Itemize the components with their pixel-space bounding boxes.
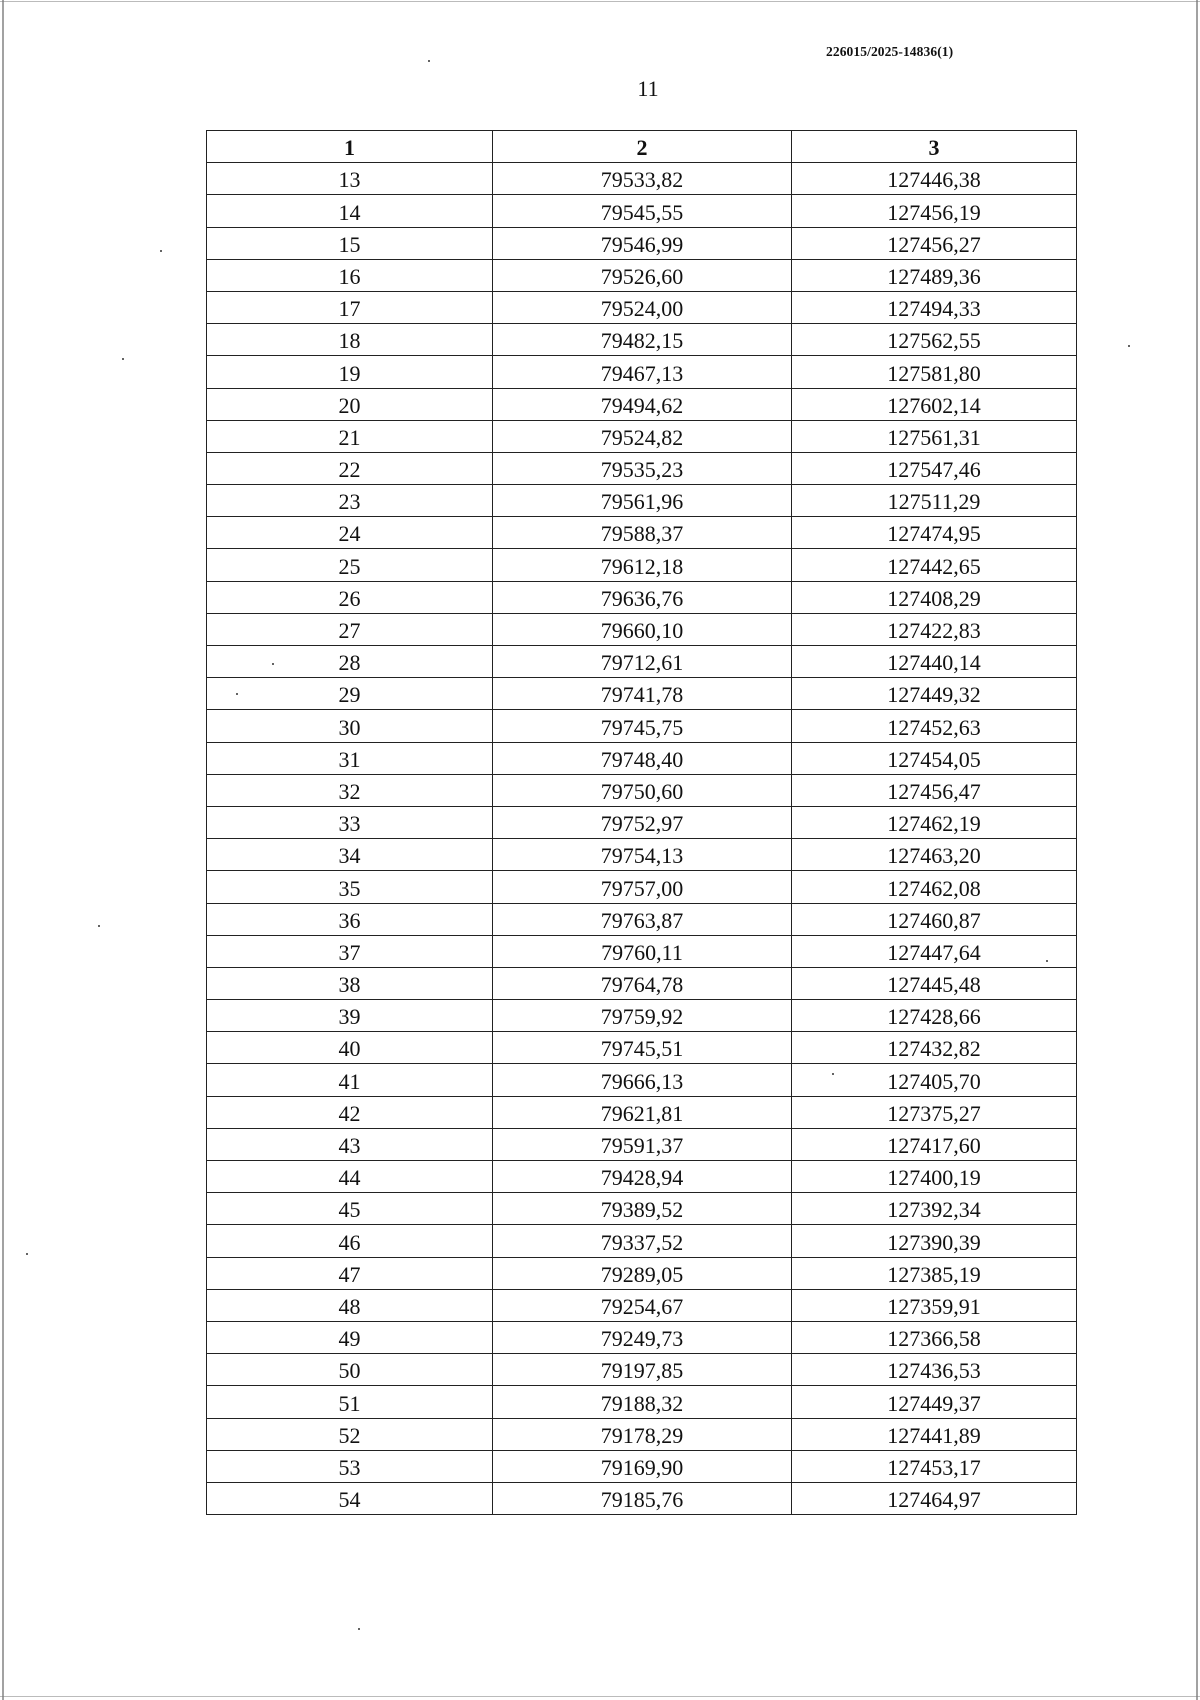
table-row xyxy=(207,646,1077,678)
table-cell-col-3: 127463,20 xyxy=(792,839,1077,871)
table-row xyxy=(207,613,1077,645)
table-row xyxy=(207,1225,1077,1257)
table-row xyxy=(207,227,1077,259)
table-cell-col-2: 79535,23 xyxy=(493,452,792,484)
table-cell-col-1: 36 xyxy=(207,903,493,935)
table-row xyxy=(207,1193,1077,1225)
table-row xyxy=(207,356,1077,388)
table-cell-col-2: 79428,94 xyxy=(493,1161,792,1193)
table-cell-col-1: 24 xyxy=(207,517,493,549)
table-cell-col-3: 127494,33 xyxy=(792,291,1077,323)
scan-edge-left xyxy=(2,0,4,1700)
table-row xyxy=(207,581,1077,613)
table-row xyxy=(207,1321,1077,1353)
table-cell-col-3: 127440,14 xyxy=(792,646,1077,678)
table-row xyxy=(207,388,1077,420)
table-row xyxy=(207,452,1077,484)
table-row xyxy=(207,806,1077,838)
table-row xyxy=(207,1096,1077,1128)
table-cell-col-3: 127511,29 xyxy=(792,485,1077,517)
table-row xyxy=(207,517,1077,549)
table-row xyxy=(207,195,1077,227)
table-row xyxy=(207,1032,1077,1064)
scan-speck xyxy=(832,1073,834,1075)
table-cell-col-3: 127474,95 xyxy=(792,517,1077,549)
table-cell-col-1: 21 xyxy=(207,420,493,452)
table-row xyxy=(207,1450,1077,1482)
table-cell-col-1: 44 xyxy=(207,1161,493,1193)
table-cell-col-2: 79185,76 xyxy=(493,1482,792,1514)
table-cell-col-1: 20 xyxy=(207,388,493,420)
table-cell-col-3: 127462,08 xyxy=(792,871,1077,903)
table-cell-col-2: 79337,52 xyxy=(493,1225,792,1257)
table-cell-col-2: 79482,15 xyxy=(493,324,792,356)
table-cell-col-3: 127562,55 xyxy=(792,324,1077,356)
table-row xyxy=(207,710,1077,742)
table-cell-col-3: 127400,19 xyxy=(792,1161,1077,1193)
table-cell-col-2: 79760,11 xyxy=(493,935,792,967)
table-row xyxy=(207,324,1077,356)
table-cell-col-2: 79289,05 xyxy=(493,1257,792,1289)
table-cell-col-2: 79612,18 xyxy=(493,549,792,581)
table-row xyxy=(207,1128,1077,1160)
table-body xyxy=(207,163,1077,1515)
table-cell-col-2: 79546,99 xyxy=(493,227,792,259)
table-cell-col-3: 127428,66 xyxy=(792,1000,1077,1032)
table-cell-col-1: 42 xyxy=(207,1096,493,1128)
table-row xyxy=(207,420,1077,452)
table-row xyxy=(207,1418,1077,1450)
table-cell-col-2: 79254,67 xyxy=(493,1289,792,1321)
table-cell-col-2: 79249,73 xyxy=(493,1321,792,1353)
table-cell-col-1: 22 xyxy=(207,452,493,484)
table-cell-col-3: 127366,58 xyxy=(792,1321,1077,1353)
table-cell-col-3: 127456,47 xyxy=(792,774,1077,806)
scan-speck xyxy=(98,925,100,927)
table-row xyxy=(207,839,1077,871)
table-cell-col-1: 13 xyxy=(207,163,493,195)
table-cell-col-1: 27 xyxy=(207,613,493,645)
table-cell-col-2: 79526,60 xyxy=(493,259,792,291)
table-cell-col-2: 79588,37 xyxy=(493,517,792,549)
table-row xyxy=(207,742,1077,774)
table-cell-col-1: 46 xyxy=(207,1225,493,1257)
table-row xyxy=(207,259,1077,291)
table-cell-col-1: 23 xyxy=(207,485,493,517)
table-cell-col-1: 14 xyxy=(207,195,493,227)
table-row xyxy=(207,1354,1077,1386)
table-cell-col-3: 127449,37 xyxy=(792,1386,1077,1418)
table-cell-col-2: 79757,00 xyxy=(493,871,792,903)
table-cell-col-2: 79467,13 xyxy=(493,356,792,388)
table-cell-col-2: 79389,52 xyxy=(493,1193,792,1225)
table-cell-col-1: 43 xyxy=(207,1128,493,1160)
table-cell-col-1: 52 xyxy=(207,1418,493,1450)
table-cell-col-3: 127359,91 xyxy=(792,1289,1077,1321)
table-cell-col-1: 50 xyxy=(207,1354,493,1386)
table-row xyxy=(207,163,1077,195)
table-cell-col-3: 127561,31 xyxy=(792,420,1077,452)
table-cell-col-3: 127385,19 xyxy=(792,1257,1077,1289)
table-cell-col-3: 127449,32 xyxy=(792,678,1077,710)
table-cell-col-1: 47 xyxy=(207,1257,493,1289)
table-cell-col-3: 127447,64 xyxy=(792,935,1077,967)
table-cell-col-3: 127452,63 xyxy=(792,710,1077,742)
scan-speck xyxy=(1128,345,1130,347)
table-cell-col-1: 33 xyxy=(207,806,493,838)
scan-edge-bottom xyxy=(0,1696,1200,1697)
scan-speck xyxy=(160,250,162,252)
table-cell-col-2: 79197,85 xyxy=(493,1354,792,1386)
table-cell-col-2: 79752,97 xyxy=(493,806,792,838)
table-row xyxy=(207,903,1077,935)
table-cell-col-3: 127445,48 xyxy=(792,967,1077,999)
table-cell-col-3: 127408,29 xyxy=(792,581,1077,613)
table-cell-col-3: 127602,14 xyxy=(792,388,1077,420)
table-row xyxy=(207,549,1077,581)
table-cell-col-3: 127390,39 xyxy=(792,1225,1077,1257)
table-cell-col-1: 31 xyxy=(207,742,493,774)
table-cell-col-1: 53 xyxy=(207,1450,493,1482)
table-cell-col-1: 25 xyxy=(207,549,493,581)
column-header-1: 1 xyxy=(207,131,493,163)
table-cell-col-3: 127453,17 xyxy=(792,1450,1077,1482)
table-cell-col-3: 127462,19 xyxy=(792,806,1077,838)
page-number: 11 xyxy=(637,76,659,101)
table-row xyxy=(207,1257,1077,1289)
table-cell-col-3: 127547,46 xyxy=(792,452,1077,484)
table-cell-col-2: 79741,78 xyxy=(493,678,792,710)
table-cell-col-3: 127417,60 xyxy=(792,1128,1077,1160)
table-row xyxy=(207,1386,1077,1418)
scan-speck xyxy=(358,1628,360,1630)
table-cell-col-3: 127432,82 xyxy=(792,1032,1077,1064)
scan-speck xyxy=(236,693,238,695)
table-cell-col-2: 79533,82 xyxy=(493,163,792,195)
table-cell-col-2: 79178,29 xyxy=(493,1418,792,1450)
table-cell-col-2: 79561,96 xyxy=(493,485,792,517)
table-cell-col-1: 18 xyxy=(207,324,493,356)
scan-edge-right xyxy=(1196,0,1198,1700)
table-cell-col-3: 127442,65 xyxy=(792,549,1077,581)
document-registration-number: 226015/2025-14836(1) xyxy=(826,44,954,59)
table-cell-col-2: 79763,87 xyxy=(493,903,792,935)
table-cell-col-1: 16 xyxy=(207,259,493,291)
scan-speck xyxy=(1046,960,1048,962)
table-cell-col-1: 54 xyxy=(207,1482,493,1514)
table-cell-col-2: 79750,60 xyxy=(493,774,792,806)
table-cell-col-3: 127375,27 xyxy=(792,1096,1077,1128)
table-row xyxy=(207,1289,1077,1321)
table-cell-col-3: 127405,70 xyxy=(792,1064,1077,1096)
table-cell-col-2: 79524,00 xyxy=(493,291,792,323)
table-row xyxy=(207,935,1077,967)
table-cell-col-2: 79759,92 xyxy=(493,1000,792,1032)
table-cell-col-3: 127456,27 xyxy=(792,227,1077,259)
table-cell-col-3: 127446,38 xyxy=(792,163,1077,195)
column-header-2: 2 xyxy=(493,131,792,163)
scan-speck xyxy=(26,1253,28,1255)
table-cell-col-2: 79745,75 xyxy=(493,710,792,742)
table-cell-col-1: 15 xyxy=(207,227,493,259)
table-cell-col-2: 79666,13 xyxy=(493,1064,792,1096)
table-row xyxy=(207,967,1077,999)
table-cell-col-3: 127489,36 xyxy=(792,259,1077,291)
table-cell-col-1: 51 xyxy=(207,1386,493,1418)
table-row xyxy=(207,1064,1077,1096)
table-cell-col-1: 34 xyxy=(207,839,493,871)
table-cell-col-1: 37 xyxy=(207,935,493,967)
table-cell-col-1: 26 xyxy=(207,581,493,613)
table-cell-col-1: 38 xyxy=(207,967,493,999)
table-cell-col-3: 127456,19 xyxy=(792,195,1077,227)
table-row xyxy=(207,774,1077,806)
scan-speck xyxy=(428,60,430,62)
table-cell-col-3: 127460,87 xyxy=(792,903,1077,935)
table-cell-col-2: 79494,62 xyxy=(493,388,792,420)
table-cell-col-2: 79188,32 xyxy=(493,1386,792,1418)
table-row xyxy=(207,871,1077,903)
table-row xyxy=(207,1161,1077,1193)
table-row xyxy=(207,291,1077,323)
table-cell-col-2: 79545,55 xyxy=(493,195,792,227)
table-cell-col-1: 35 xyxy=(207,871,493,903)
table-row xyxy=(207,1482,1077,1514)
table-cell-col-2: 79764,78 xyxy=(493,967,792,999)
column-header-3: 3 xyxy=(792,131,1077,163)
table-cell-col-3: 127422,83 xyxy=(792,613,1077,645)
scan-speck xyxy=(272,663,274,665)
table-cell-col-3: 127392,34 xyxy=(792,1193,1077,1225)
table-cell-col-1: 28 xyxy=(207,646,493,678)
scan-speck xyxy=(122,358,124,360)
table-cell-col-2: 79660,10 xyxy=(493,613,792,645)
table-cell-col-3: 127581,80 xyxy=(792,356,1077,388)
table-cell-col-2: 79712,61 xyxy=(493,646,792,678)
table-cell-col-1: 32 xyxy=(207,774,493,806)
table-row xyxy=(207,1000,1077,1032)
scan-edge-top xyxy=(0,1,1200,2)
table-cell-col-2: 79621,81 xyxy=(493,1096,792,1128)
table-cell-col-3: 127464,97 xyxy=(792,1482,1077,1514)
table-cell-col-1: 49 xyxy=(207,1321,493,1353)
table-cell-col-1: 29 xyxy=(207,678,493,710)
table-cell-col-1: 19 xyxy=(207,356,493,388)
table-cell-col-2: 79169,90 xyxy=(493,1450,792,1482)
table-cell-col-1: 48 xyxy=(207,1289,493,1321)
table-cell-col-1: 30 xyxy=(207,710,493,742)
coordinates-table xyxy=(206,130,1077,1515)
table-cell-col-2: 79524,82 xyxy=(493,420,792,452)
table-cell-col-1: 17 xyxy=(207,291,493,323)
table-cell-col-1: 40 xyxy=(207,1032,493,1064)
table-cell-col-3: 127436,53 xyxy=(792,1354,1077,1386)
table-cell-col-2: 79748,40 xyxy=(493,742,792,774)
table-cell-col-2: 79591,37 xyxy=(493,1128,792,1160)
table-cell-col-3: 127454,05 xyxy=(792,742,1077,774)
table-row xyxy=(207,485,1077,517)
table-cell-col-1: 41 xyxy=(207,1064,493,1096)
table-cell-col-2: 79745,51 xyxy=(493,1032,792,1064)
table-cell-col-1: 39 xyxy=(207,1000,493,1032)
table-header-row xyxy=(207,131,1077,163)
table-cell-col-1: 45 xyxy=(207,1193,493,1225)
table-cell-col-3: 127441,89 xyxy=(792,1418,1077,1450)
table-row xyxy=(207,678,1077,710)
table-cell-col-2: 79754,13 xyxy=(493,839,792,871)
table-cell-col-2: 79636,76 xyxy=(493,581,792,613)
